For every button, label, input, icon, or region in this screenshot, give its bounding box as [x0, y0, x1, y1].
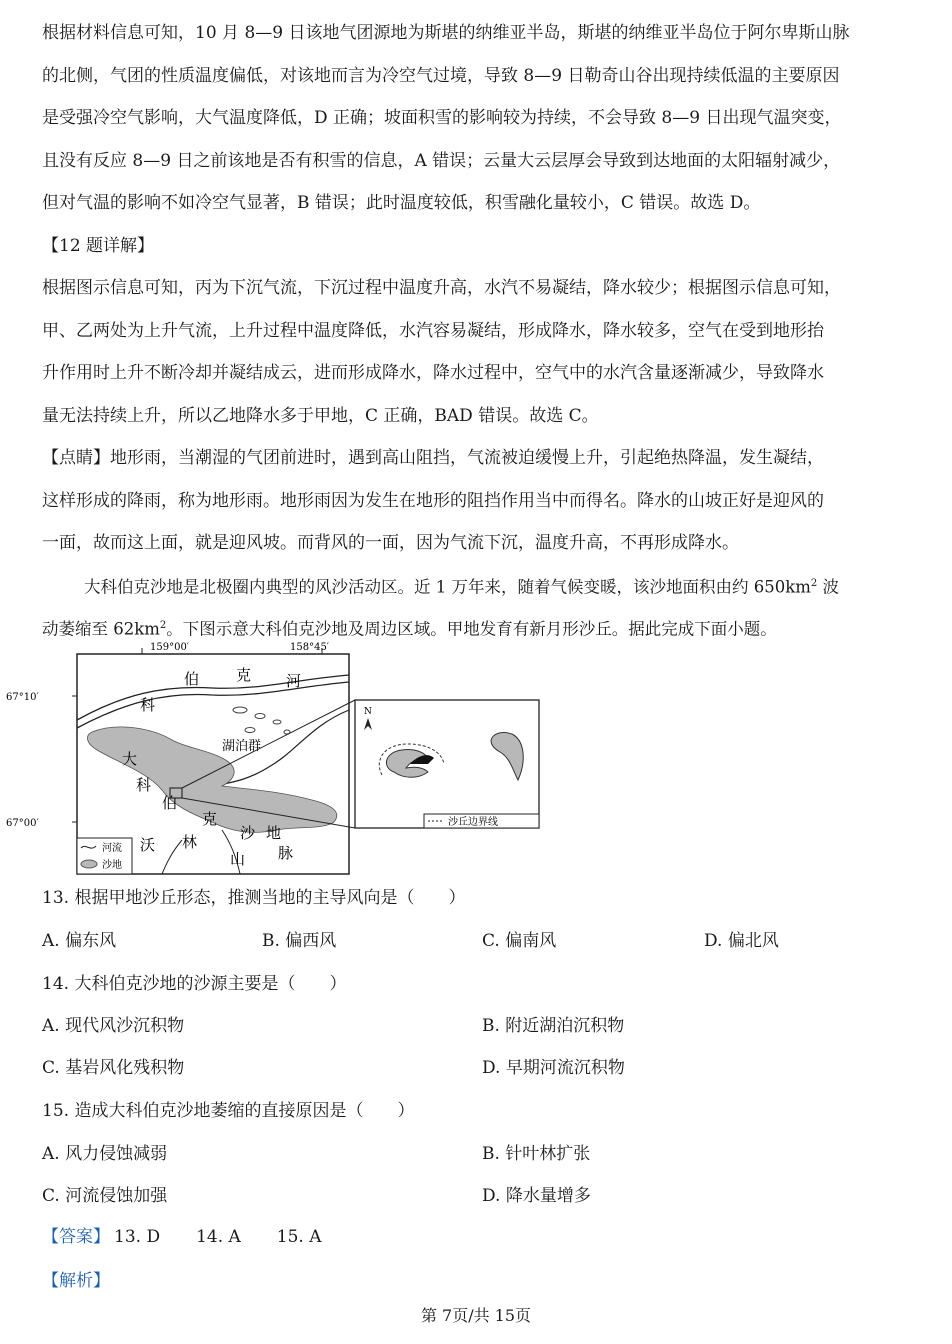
q12-heading — [42, 225, 917, 268]
superscript: 2 — [810, 578, 818, 589]
answer-item: 15. A — [276, 1227, 322, 1247]
option[interactable]: B. 偏西风 — [262, 931, 337, 951]
option[interactable]: D. 偏北风 — [704, 931, 779, 951]
mountain-char: 沃 — [140, 836, 156, 854]
sand-char: 科 — [136, 776, 152, 794]
text-line: 是受强冷空气影响，大气温度降低，D 正确；坡面积雪的影响较为持续，不会导致 8—9 日出现气温突变， — [42, 108, 842, 128]
q11-analysis — [42, 12, 917, 225]
map-label-ke: 科 — [140, 696, 156, 714]
sand-char: 地 — [266, 824, 282, 842]
tip-first-line — [42, 437, 917, 480]
river-char: 伯 — [184, 670, 200, 688]
text-line: 升作用时上升不断冷却并凝结成云，进而形成降水，降水过程中，空气中的水汽含量逐渐减少，导致降水 — [42, 363, 824, 383]
page-footer: 第 7页/共 15页 — [420, 1306, 532, 1325]
text-line: 的北侧，气团的性质温度偏低，对该地而言为冷空气过境，导致 8—9 日勒奇山谷出现持续低温的主要原因 — [42, 65, 840, 86]
river-char: 河 — [286, 672, 302, 690]
intro-line-1 — [42, 563, 917, 605]
q12-heading-text: 【12 题详解】 — [42, 236, 155, 256]
option[interactable]: C. 河流侵蚀加强 — [42, 1186, 168, 1206]
text-line: 甲、乙两处为上升气流，上升过程中温度降低，水汽容易凝结，形成降水，降水较多，空气在受到地形抬 — [42, 320, 824, 341]
sand-char: 克 — [202, 810, 218, 828]
option[interactable]: A. 风力侵蚀减弱 — [42, 1144, 168, 1164]
option[interactable]: C. 偏南风 — [482, 931, 557, 951]
option[interactable]: A. 偏东风 — [42, 931, 117, 951]
sand-char: 伯 — [162, 794, 178, 812]
legend-river-text: 河流 — [102, 843, 122, 854]
lon-left-label: 159°00′ — [150, 642, 190, 653]
lakes-label: 湖泊群 — [222, 739, 262, 754]
option[interactable]: C. 基岩风化残积物 — [42, 1058, 185, 1078]
option[interactable]: B. 附近湖泊沉积物 — [482, 1016, 625, 1036]
question-15: 15. 造成大科伯克沙地萎缩的直接原因是（ ） — [42, 1101, 415, 1121]
mountain-char: 山 — [230, 850, 246, 868]
text-line: 根据图示信息可知，丙为下沉气流，下沉过程中温度升高，水汽不易凝结，降水较少；根据图示信息可知， — [42, 278, 841, 298]
tip-label: 【点睛】 — [42, 448, 110, 468]
map-figure — [6, 640, 562, 880]
north-label: N — [364, 707, 372, 717]
question-intro — [42, 563, 917, 647]
lat-bottom-label: 67°00′ — [6, 818, 39, 829]
answer-row — [42, 1222, 358, 1247]
option[interactable]: D. 降水量增多 — [482, 1186, 591, 1206]
answer-item: 14. A — [196, 1227, 241, 1247]
mountain-char: 林 — [182, 833, 198, 851]
lon-right-label: 158°45′ — [290, 642, 330, 653]
superscript: 2 — [159, 620, 167, 631]
text-line: 根据材料信息可知，10 月 8—9 日该地气团源地为斯堪的纳维亚半岛，斯堪的纳维亚半岛位于阿尔卑斯山脉 — [42, 23, 850, 43]
answer-label: 【答案】 — [42, 1227, 110, 1247]
question-13: 13. 根据甲地沙丘形态，推测当地的主导风向是（ ） — [42, 888, 466, 908]
river-char: 克 — [236, 666, 252, 684]
text-line: 这样形成的降雨，称为地形雨。地形雨因为发生在地形的阻挡作用当中而得名。降水的山坡正好是迎风的 — [42, 490, 824, 511]
answer-item: 13. D — [114, 1227, 161, 1247]
option[interactable]: B. 针叶林扩张 — [482, 1144, 591, 1164]
question-14: 14. 大科伯克沙地的沙源主要是（ ） — [42, 974, 347, 994]
text-line: 但对气温的影响不如冷空气显著，B 错误；此时温度较低，积雪融化量较小，C 错误。故选 D。 — [42, 193, 761, 213]
intro-text: 波 — [817, 577, 839, 597]
legend-sand-symbol — [81, 860, 97, 868]
text-line: 一面，故而这上面，就是迎风坡。而背风的一面，因为气流下沉，温度升高，不再形成降水。 — [42, 533, 739, 553]
map-svg — [6, 640, 562, 880]
tip-section — [42, 437, 917, 565]
text-line: 量无法持续上升，所以乙地降水多于甲地，C 正确，BAD 错误。故选 C。 — [42, 405, 599, 426]
sand-char: 沙 — [240, 824, 256, 842]
lat-top-label: 67°10′ — [6, 692, 39, 703]
legend-sand-text: 沙地 — [102, 860, 122, 871]
intro-text: 。下图示意大科伯克沙地及周边区域。甲地发育有新月形沙丘。据此完成下面小题。 — [166, 619, 777, 639]
intro-text: 动萎缩至 62km — [42, 619, 160, 639]
option[interactable]: A. 现代风沙沉积物 — [42, 1016, 185, 1036]
tip-first-text: 地形雨，当潮湿的气团前进时，遇到高山阻挡，气流被迫缓慢上升，引起绝热降温，发生凝结， — [110, 448, 824, 468]
mountain-char: 脉 — [278, 844, 294, 862]
intro-text: 大科伯克沙地是北极圈内典型的风沙活动区。近 1 万年来，随着气候变暖，该沙地面积由约 650km — [84, 577, 811, 597]
sand-char: 大 — [122, 750, 138, 768]
option[interactable]: D. 早期河流沉积物 — [482, 1058, 625, 1078]
q12-analysis — [42, 267, 917, 437]
analysis-label: 【解析】 — [42, 1271, 110, 1291]
text-line: 且没有反应 8—9 日之前该地是否有积雪的信息，A 错误；云量大云层厚会导致到达地面的太阳辐射减少， — [42, 150, 841, 171]
inset-legend-text: 沙丘边界线 — [448, 817, 498, 828]
